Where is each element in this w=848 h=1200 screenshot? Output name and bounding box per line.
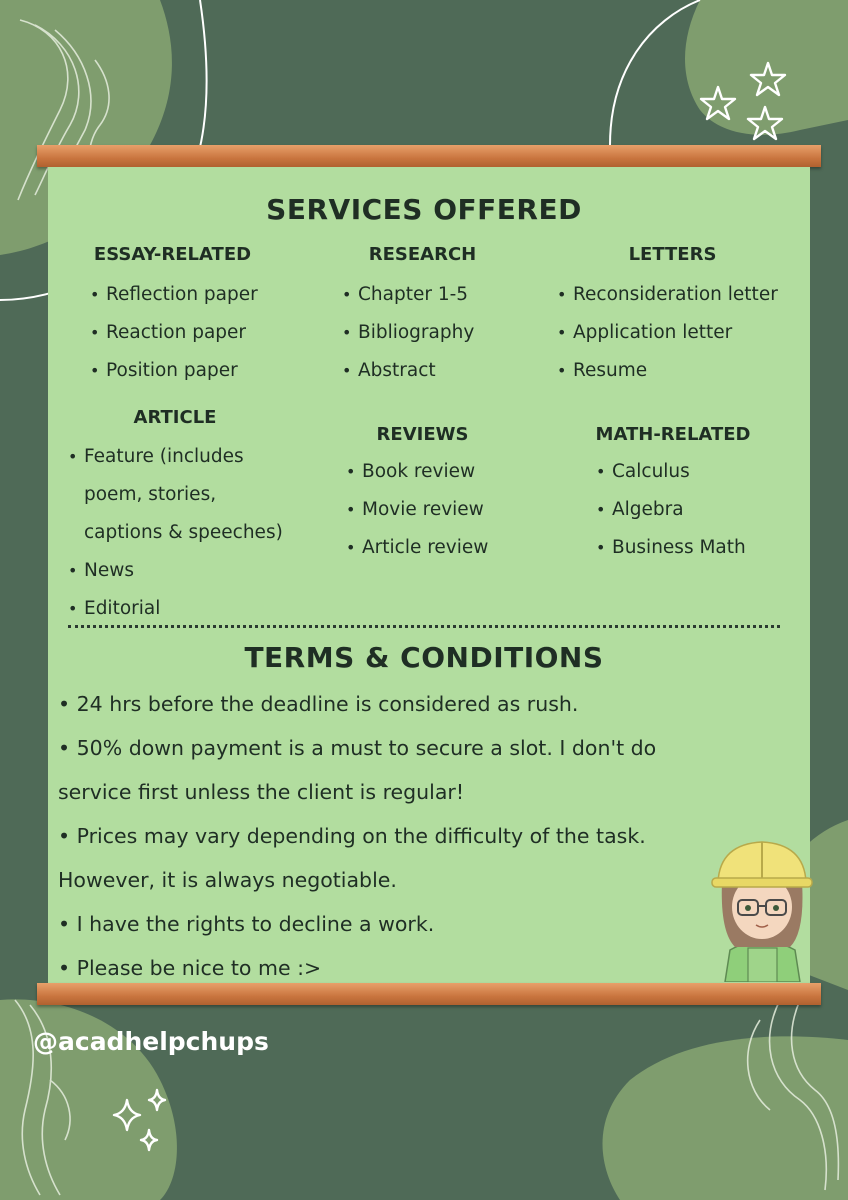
list-item: • Application letter bbox=[557, 314, 778, 352]
list-item: • Reflection paper bbox=[90, 276, 258, 314]
category-list-research bbox=[342, 276, 474, 390]
category-list-math bbox=[596, 453, 746, 567]
list-item: • Article review bbox=[346, 529, 488, 567]
list-item: • Movie review bbox=[346, 491, 488, 529]
terms-line: service first unless the client is regular! bbox=[58, 780, 465, 804]
list-item: • News bbox=[68, 552, 283, 590]
section-divider bbox=[68, 625, 780, 628]
terms-line: • Prices may vary depending on the difficulty of the task. bbox=[58, 824, 646, 848]
category-heading-reviews: REVIEWS bbox=[376, 424, 469, 445]
category-heading-math: MATH-RELATED bbox=[595, 424, 751, 445]
category-list-letters bbox=[557, 276, 778, 390]
list-item: • Resume bbox=[557, 352, 778, 390]
terms-line: • Please be nice to me :> bbox=[58, 956, 322, 980]
list-item: • Abstract bbox=[342, 352, 474, 390]
list-item: • Book review bbox=[346, 453, 488, 491]
category-heading-essay: ESSAY-RELATED bbox=[93, 244, 252, 265]
terms-line: • 50% down payment is a must to secure a slot. I don't do bbox=[58, 736, 657, 760]
list-item: • Reconsideration letter bbox=[557, 276, 778, 314]
list-item: • Bibliography bbox=[342, 314, 474, 352]
terms-line: • 24 hrs before the deadline is considered as rush. bbox=[58, 692, 579, 716]
category-heading-article: ARTICLE bbox=[133, 407, 217, 428]
terms-list bbox=[58, 682, 656, 990]
list-item: • Editorial bbox=[68, 590, 283, 628]
list-item: • Position paper bbox=[90, 352, 258, 390]
sparkle-icon bbox=[105, 1085, 175, 1155]
character-illustration bbox=[700, 832, 825, 982]
category-list-article bbox=[68, 438, 283, 628]
category-heading-letters: LETTERS bbox=[628, 244, 717, 265]
hanger-rod-top bbox=[37, 145, 821, 167]
category-list-essay bbox=[90, 276, 258, 390]
social-handle: @acadhelpchups bbox=[33, 1027, 269, 1056]
list-item: • Reaction paper bbox=[90, 314, 258, 352]
list-item: • Algebra bbox=[596, 491, 746, 529]
terms-title: TERMS & CONDITIONS bbox=[244, 641, 604, 674]
list-item: captions & speeches) bbox=[84, 522, 283, 543]
terms-line: However, it is always negotiable. bbox=[58, 868, 397, 892]
list-item: • Chapter 1-5 bbox=[342, 276, 474, 314]
category-list-reviews bbox=[346, 453, 488, 567]
category-heading-research: RESEARCH bbox=[368, 244, 477, 265]
services-title: SERVICES OFFERED bbox=[266, 193, 582, 226]
list-item: • Feature (includes bbox=[68, 438, 283, 476]
list-item: • Business Math bbox=[596, 529, 746, 567]
list-item: • Calculus bbox=[596, 453, 746, 491]
list-item: poem, stories, bbox=[84, 484, 217, 505]
terms-line: • I have the rights to decline a work. bbox=[58, 912, 435, 936]
sparkle-icon bbox=[690, 55, 800, 155]
